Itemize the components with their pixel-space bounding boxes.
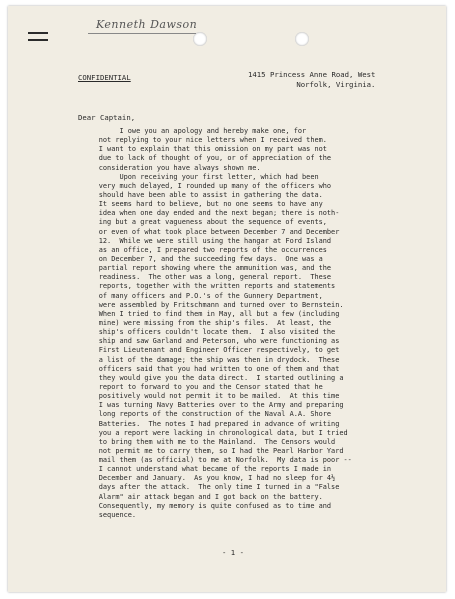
margin-mark-bottom <box>28 39 48 41</box>
page-number: - 1 - <box>222 548 244 557</box>
body-line: First Lieutenant and Engineer Officer respectively, to get <box>78 346 340 355</box>
body-line: officers said that you had written to one of them and that <box>78 364 340 373</box>
body-line: or even of what took place between December 7 and December <box>78 227 340 236</box>
body-line: readiness. The other was a long, general report. These <box>78 273 332 282</box>
body-line: mail them (as official) to me at Norfolk. My data is poor -- <box>78 456 352 465</box>
punch-hole-left <box>193 32 207 46</box>
body-line: mine) were missing from the ship's files. At least, the <box>78 318 332 327</box>
body-line: not replying to your nice letters when I received them. <box>78 136 327 145</box>
body-line: I owe you an apology and hereby make one, for <box>78 127 307 135</box>
body-line: a list of the damage; the ship was then in drydock. These <box>78 355 340 364</box>
body-line: idea when one day ended and the next began; there is noth- <box>78 209 340 218</box>
body-line: you a report were lacking in chronological data, but I tried <box>78 428 348 437</box>
body-line: very much delayed, I rounded up many of the officers who <box>78 181 332 190</box>
body-line: days after the attack. The only time I turned in a "False <box>78 483 340 492</box>
body-line: I want to explain that this omission on my part was not <box>78 145 327 154</box>
body-line: consideration you have always shown me. <box>78 163 261 172</box>
body-line: Alarm" air attack began and I got back on the battery. <box>78 492 323 501</box>
letter-page <box>8 6 446 592</box>
body-line: long reports of the construction of the Naval A.A. Shore <box>78 410 332 419</box>
body-line: not permit me to carry them, so I had the Pearl Harbor Yard <box>78 446 344 455</box>
body-line: ship's officers couldn't locate them. I also visited the <box>78 328 336 337</box>
body-line: due to lack of thought of you, or of appreciation of the <box>78 154 332 163</box>
body-line: December and January. As you know, I had no sleep for 4½ <box>78 474 336 483</box>
signature-underline <box>88 33 196 34</box>
body-line: they would give you the data direct. I started outlining a <box>78 373 344 382</box>
sender-address <box>248 70 375 90</box>
body-line: I cannot understand what became of the reports I made in <box>78 465 332 474</box>
body-line: should have been able to assist in gathering the data. <box>78 190 323 199</box>
body-line: to bring them with me to the Mainland. The Censors would <box>78 437 336 446</box>
body-line: sequence. <box>78 510 137 519</box>
body-line: 12. While we were still using the hangar at Ford Island <box>78 236 332 245</box>
confidential-label: CONFIDENTIAL <box>78 73 131 82</box>
body-line: It seems hard to believe, but no one seems to have any <box>78 200 323 209</box>
address-line-1: 1415 Princess Anne Road, West <box>248 70 376 79</box>
salutation: Dear Captain, <box>78 113 136 122</box>
body-line: as an office, I prepared two reports of the occurrences <box>78 245 327 254</box>
body-line: ing but a great vagueness about the sequence of events, <box>78 218 327 227</box>
margin-mark-top <box>28 32 48 34</box>
address-line-2: Norfolk, Virginia. <box>296 80 376 89</box>
body-line: positively would not permit it to be mailed. At this time <box>78 392 340 401</box>
body-line: partial report showing where the ammunition was, and the <box>78 264 332 273</box>
body-line: When I tried to find them in May, all but a few (including <box>78 309 340 318</box>
body-line: were assembled by Fritschmann and turned over to Bernstein. <box>78 300 344 309</box>
handwritten-signature: Kenneth Dawson <box>96 18 198 31</box>
body-line: Batteries. The notes I had prepared in advance of writing <box>78 419 340 428</box>
body-line: Consequently, my memory is quite confused as to time and <box>78 501 332 510</box>
letter-body <box>78 127 430 520</box>
body-line: on December 7, and the succeeding few days. One was a <box>78 254 323 263</box>
body-line: report to forward to you and the Censor stated that he <box>78 382 323 391</box>
body-line: I was turning Navy Batteries over to the Army and preparing <box>78 401 344 410</box>
body-line: ship and saw Garland and Peterson, who were functioning as <box>78 337 340 346</box>
body-line: of many officers and P.O.'s of the Gunnery Department, <box>78 291 323 300</box>
body-line: reports, together with the written reports and statements <box>78 282 336 291</box>
body-line: Upon receiving your first letter, which had been <box>78 172 319 181</box>
punch-hole-right <box>295 32 309 46</box>
